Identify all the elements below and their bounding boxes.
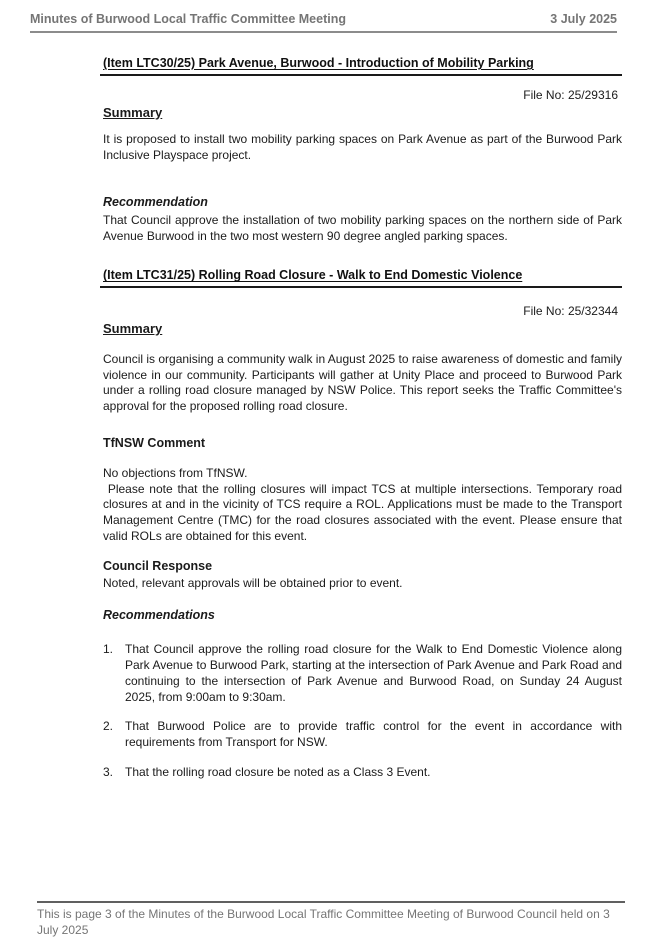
summary-heading-ltc30: Summary — [103, 104, 163, 120]
recommendation-heading-ltc30: Recommendation — [103, 194, 208, 209]
item-heading-ltc30: (Item LTC30/25) Park Avenue, Burwood - Introduction of Mobility Parking — [100, 56, 622, 76]
list-number-2: 2. — [103, 719, 114, 734]
list-text-3: That the rolling road closure be noted as a Class 3 Event. — [125, 764, 431, 779]
council-response-text: Noted, relevant approvals will be obtained prior to event. — [103, 575, 403, 590]
recommendation-item-2 — [100, 719, 622, 751]
page-footer — [37, 901, 625, 938]
header-date: 3 July 2025 — [550, 12, 617, 26]
item-heading-ltc31: (Item LTC31/25) Rolling Road Closure - Walk to End Domestic Violence — [100, 268, 622, 288]
list-text-1: That Council approve the rolling road closure for the Walk to End Domestic Violence along Park Avenue to Burwood Park, starting at the intersection of Park Avenue and Park Road and continuing to the intersection of Park Avenue and Burwood Road, on Sunday 24 August 2025, from 9:00am to 9:30am. — [125, 642, 622, 704]
council-response-heading: Council Response — [103, 558, 213, 573]
list-number-3: 3. — [103, 764, 114, 779]
tfnsw-comment-heading: TfNSW Comment — [103, 435, 206, 450]
header-title: Minutes of Burwood Local Traffic Committee Meeting — [30, 12, 346, 26]
page-header — [30, 12, 617, 33]
recommendations-heading: Recommendations — [103, 608, 215, 623]
recommendation-item-1 — [100, 642, 622, 705]
tfnsw-comment-line2: Please note that the rolling closures will impact TCS at multiple intersections. Temporary road closures at and in the vicinity of TCS require a ROL. Applications must be made to the Transport Management Centre (TMC) for the road closures associated with the event. Please ensure that valid ROLs are obtained for this event. — [103, 481, 626, 543]
file-number-ltc31: File No: 25/32344 — [523, 304, 618, 319]
recommendation-text-ltc30: That Council approve the installation of two mobility parking spaces on the northern side of Park Avenue Burwood in the two most western 90 degree angled parking spaces. — [103, 212, 622, 243]
summary-heading-ltc31: Summary — [103, 320, 163, 336]
list-number-1: 1. — [103, 642, 114, 657]
file-number-ltc30: File No: 25/29316 — [523, 87, 618, 102]
summary-text-ltc30: It is proposed to install two mobility parking spaces on Park Avenue as part of the Burwood Park Inclusive Playspace project. — [103, 132, 622, 163]
document-body — [100, 35, 626, 781]
list-text-2: That Burwood Police are to provide traffic control for the event in accordance with requirements from Transport for NSW. — [125, 719, 622, 750]
footer-text: This is page 3 of the Minutes of the Burwood Local Traffic Committee Meeting of Burwood Council held on 3 July 2025 — [37, 907, 610, 937]
tfnsw-comment-line1: No objections from TfNSW. — [103, 465, 248, 480]
recommendation-item-3 — [100, 765, 622, 781]
summary-text-ltc31: Council is organising a community walk in August 2025 to raise awareness of domestic and family violence in our community. Participants will gather at Unity Place and proceed to Burwood Park under a rolling road closure managed by NSW Police. This report seeks the Traffic Committee's approval for the proposed rolling road closure. — [103, 351, 622, 414]
